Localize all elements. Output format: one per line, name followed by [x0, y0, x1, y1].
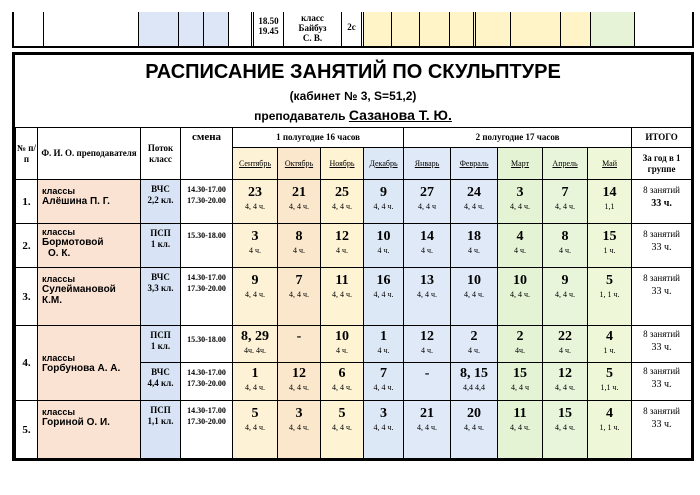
day-cell [321, 326, 364, 363]
total-lessons: 8 занятий [643, 273, 680, 283]
strip-cell [635, 12, 694, 46]
table-row [16, 401, 692, 459]
flow-type: ВЧС [151, 184, 170, 194]
shift-cell [181, 224, 233, 268]
day-hours: 4, 4 ч. [244, 202, 266, 211]
day-cell [278, 224, 321, 268]
day-hours: 4, 4 ч. [555, 383, 576, 392]
strip-cell [591, 12, 635, 46]
day-num: 10 [376, 229, 391, 244]
day-num: 27 [420, 185, 435, 200]
day-hours: 4, 4 ч. [510, 290, 531, 299]
day-hours: 4 ч. [292, 246, 306, 255]
day-hours: 1,1 [604, 202, 615, 211]
total-lessons: 8 занятий [643, 185, 680, 195]
strip-cell [476, 12, 511, 46]
day-num: 6 [338, 366, 346, 381]
day-hours: 4, 4 ч. [331, 383, 353, 392]
day-cell [404, 180, 451, 224]
day-hours: 4, 4 ч. [555, 423, 576, 432]
day-hours: 4 ч. [468, 346, 481, 355]
strip-cell [229, 12, 254, 46]
day-cell [278, 180, 321, 224]
day-cell [404, 326, 451, 363]
flow-class: 3,3 кл. [147, 283, 174, 293]
day-hours: 4 ч. [248, 246, 262, 255]
title-block [15, 55, 691, 127]
day-num: 9 [380, 185, 388, 200]
day-num: 20 [467, 406, 482, 421]
day-hours: 4 ч. [514, 246, 527, 255]
header-shift: смена [181, 128, 233, 180]
day-num: 12 [420, 329, 435, 344]
day-cell [451, 326, 498, 363]
total-cell [632, 363, 692, 401]
day-hours: 4, 4 ч. [331, 423, 353, 432]
day-num: 10 [335, 329, 349, 344]
strip-class [284, 12, 342, 46]
day-num: 21 [292, 185, 306, 200]
day-num: - [424, 366, 430, 381]
teacher-line [15, 107, 691, 123]
flow-class: 1 кл. [150, 341, 171, 351]
day-num: 23 [248, 185, 262, 200]
day-num: 18 [467, 229, 482, 244]
day-num: 15 [558, 406, 573, 421]
day-hours: 1, 1 ч. [599, 423, 620, 432]
teacher-cell [38, 180, 141, 224]
day-cell [233, 401, 278, 459]
strip-cell [139, 12, 179, 46]
day-num: 8 [295, 229, 303, 244]
strip-cell [14, 12, 44, 46]
day-hours: 4, 4 ч [418, 202, 437, 211]
day-cell [404, 268, 451, 326]
day-num: 11 [513, 406, 527, 421]
day-cell [588, 401, 632, 459]
strip-room-text: 2с [347, 22, 356, 32]
day-hours: 1,1 ч. [600, 383, 619, 392]
day-hours: 1, 1 ч. [599, 290, 620, 299]
schedule-table [15, 127, 692, 459]
day-num: 3 [380, 406, 388, 421]
day-num: 5 [606, 273, 614, 288]
day-hours: 4, 4 ч. [417, 290, 438, 299]
day-cell [404, 224, 451, 268]
day-hours: 4 ч. [335, 346, 349, 355]
teacher-fio: Сулеймановой [42, 284, 116, 295]
day-hours: 4, 4 ч. [510, 202, 531, 211]
day-num: 15 [602, 229, 617, 244]
day-num: 12 [558, 366, 573, 381]
row-num: 4. [16, 326, 38, 401]
day-num: 3 [516, 185, 524, 200]
total-hours: 33 ч. [651, 286, 672, 297]
day-hours: 4 ч. [421, 346, 434, 355]
table-row [16, 180, 692, 224]
day-cell [451, 401, 498, 459]
day-hours: 4, 4 ч. [464, 202, 485, 211]
day-cell [543, 363, 588, 401]
day-num: 10 [513, 273, 528, 288]
teacher-fio: Горбунова А. А. [42, 362, 121, 374]
day-cell [451, 363, 498, 401]
header-total-sub: За год в 1 группе [632, 148, 692, 180]
top-strip [12, 12, 694, 48]
day-num: 25 [335, 185, 349, 200]
day-hours: 4ч. 4ч. [243, 346, 267, 355]
header-num: № п/п [16, 128, 38, 180]
header-flow: Поток класс [141, 128, 181, 180]
day-cell [498, 224, 543, 268]
day-hours: 4, 4 ч. [244, 423, 266, 432]
day-cell [543, 326, 588, 363]
month-feb: Февраль [451, 148, 498, 180]
shift-cell [181, 326, 233, 363]
day-cell [233, 326, 278, 363]
class-label: классы [42, 227, 76, 237]
total-lessons: 8 занятий [643, 366, 680, 376]
flow-cell [141, 268, 181, 326]
day-num: 4 [606, 329, 614, 344]
day-num: 9 [251, 273, 259, 288]
shift-time1: 14.30-17.00 [187, 185, 226, 194]
page-subtitle: (кабинет № 3, S=51,2) [289, 89, 417, 103]
month-nov: Ноябрь [321, 148, 364, 180]
strip-cls3: С. В. [302, 33, 323, 43]
day-cell [233, 363, 278, 401]
day-num: 7 [561, 185, 569, 200]
day-cell [278, 401, 321, 459]
day-num: 21 [420, 406, 435, 421]
shift-time2: 17.30-20.00 [187, 379, 226, 388]
day-cell [498, 363, 543, 401]
day-hours: 4, 4 ч. [244, 290, 266, 299]
day-hours: 4, 4 ч. [373, 202, 394, 211]
page-title: РАСПИСАНИЕ ЗАНЯТИЙ ПО СКУЛЬПТУРЕ [145, 61, 561, 83]
strip-cell [420, 12, 450, 46]
month-jan: Январь [404, 148, 451, 180]
flow-class: 1,1 кл. [147, 416, 174, 426]
day-hours: 4, 4 ч. [331, 202, 353, 211]
day-num: 5 [606, 366, 614, 381]
day-cell [588, 268, 632, 326]
day-num: 10 [467, 273, 482, 288]
day-num: 2 [516, 329, 524, 344]
teacher-fio: Алёшина П. Г. [42, 196, 110, 207]
day-cell [364, 224, 404, 268]
teacher-fio-2: О. К. [48, 248, 71, 259]
day-cell [543, 268, 588, 326]
total-hours: 33 ч. [651, 379, 672, 390]
total-hours: 33 ч. [651, 198, 672, 209]
month-dec: Декабрь [364, 148, 404, 180]
day-num: 24 [467, 185, 482, 200]
class-label: классы [42, 407, 76, 417]
day-hours: 4 ч. [468, 246, 481, 255]
total-cell [632, 326, 692, 363]
day-cell [321, 401, 364, 459]
shift-time1: 14.30-17.00 [187, 406, 226, 415]
day-cell [404, 363, 451, 401]
day-cell [364, 180, 404, 224]
day-num: 11 [335, 273, 349, 288]
day-cell [543, 401, 588, 459]
flow-cell [141, 401, 181, 459]
day-num: 5 [251, 406, 259, 421]
day-cell [233, 224, 278, 268]
day-num: 5 [338, 406, 346, 421]
shift-time2: 17.30-20.00 [187, 417, 226, 426]
strip-cell [364, 12, 392, 46]
day-num: 16 [376, 273, 391, 288]
day-hours: 4, 4 ч. [464, 290, 485, 299]
day-hours: 4 ч. [335, 246, 349, 255]
day-num: 1 [380, 329, 388, 344]
strip-cell [450, 12, 476, 46]
day-cell [278, 268, 321, 326]
day-num: 3 [295, 406, 303, 421]
day-num: 3 [251, 229, 259, 244]
flow-class: 2,2 кл. [147, 195, 174, 205]
header-half2: 2 полугодие 17 часов [404, 128, 632, 148]
teacher-cell [38, 224, 141, 268]
day-cell [498, 268, 543, 326]
shift-time1: 14.30-17.00 [187, 368, 226, 377]
strip-cls2: Байбуз [298, 23, 327, 33]
strip-cell [179, 12, 204, 46]
teacher-label: преподаватель [254, 109, 346, 123]
flow-cell [141, 326, 181, 363]
day-cell [364, 363, 404, 401]
flow-cell [141, 180, 181, 224]
day-num: 14 [420, 229, 435, 244]
strip-time [254, 12, 284, 46]
total-lessons: 8 занятий [643, 229, 680, 239]
table-row [16, 224, 692, 268]
month-oct: Октябрь [278, 148, 321, 180]
day-hours: 4, 4 ч. [510, 423, 531, 432]
strip-cell [392, 12, 420, 46]
day-num: 15 [513, 366, 528, 381]
class-label: классы [42, 186, 76, 196]
day-hours: 4, 4 ч. [288, 423, 310, 432]
shift-time2: 17.30-20.00 [187, 196, 226, 205]
flow-type: ВЧС [151, 367, 170, 377]
teacher-name: Сазанова Т. Ю. [348, 107, 452, 123]
day-num: 2 [470, 329, 478, 344]
teacher-fio: Гориной О. И. [42, 417, 110, 428]
shift-time1: 14.30-17.00 [187, 273, 226, 282]
month-sep: Сентябрь [233, 148, 278, 180]
day-cell [543, 224, 588, 268]
day-cell [498, 401, 543, 459]
day-cell [233, 268, 278, 326]
day-hours: 4 ч. [559, 246, 572, 255]
shift-time1: 15.30-18.00 [187, 335, 226, 344]
day-cell [588, 224, 632, 268]
table-row [16, 268, 692, 326]
day-hours: 4, 4 ч. [373, 383, 394, 392]
day-num: 9 [561, 273, 569, 288]
day-cell [364, 268, 404, 326]
day-hours: 1 ч. [603, 346, 616, 355]
day-hours: 4, 4 ч. [417, 423, 438, 432]
shift-time2: 17.30-20.00 [187, 284, 226, 293]
strip-time1: 18.50 [258, 16, 279, 26]
month-apr: Апрель [543, 148, 588, 180]
day-cell [278, 363, 321, 401]
day-cell [588, 180, 632, 224]
month-may: Май [588, 148, 632, 180]
strip-cell [204, 12, 229, 46]
day-num: 12 [292, 366, 306, 381]
total-cell [632, 180, 692, 224]
day-hours: 4, 4 ч. [464, 423, 485, 432]
table-row [16, 326, 692, 363]
day-hours: 4, 4 ч. [244, 383, 266, 392]
total-lessons: 8 занятий [643, 406, 680, 416]
row-num: 5. [16, 401, 38, 459]
day-num: - [296, 329, 302, 344]
header-fio: Ф. И. О. преподавателя [38, 128, 141, 180]
day-hours: 4, 4 ч. [373, 290, 394, 299]
class-label: классы [42, 352, 76, 363]
strip-time2: 19.45 [258, 26, 279, 36]
day-num: 22 [558, 329, 573, 344]
strip-cell [561, 12, 591, 46]
header-row [16, 128, 692, 148]
day-cell [364, 326, 404, 363]
day-num: 13 [420, 273, 435, 288]
total-hours: 33 ч. [651, 242, 672, 253]
flow-cell [141, 224, 181, 268]
day-hours: 4, 4 ч. [555, 290, 576, 299]
day-hours: 4, 4 ч. [373, 423, 394, 432]
day-cell [321, 268, 364, 326]
day-hours: 4,4 4,4 [463, 383, 486, 392]
teacher-fio-2: К.М. [42, 295, 62, 306]
total-hours: 33 ч. [651, 419, 672, 430]
day-num: 8, 15 [460, 366, 489, 381]
day-hours: 4 ч. [559, 346, 572, 355]
month-mar: Март [498, 148, 543, 180]
day-cell [321, 363, 364, 401]
day-cell [588, 363, 632, 401]
shift-cell [181, 180, 233, 224]
day-hours: 4ч. [515, 346, 526, 355]
day-hours: 4, 4 ч. [555, 202, 576, 211]
shift-cell [181, 363, 233, 401]
day-num: 1 [251, 366, 259, 381]
day-hours: 1 ч. [603, 246, 616, 255]
total-hours: 33 ч. [651, 342, 672, 353]
day-hours: 4 ч. [421, 246, 434, 255]
day-num: 4 [516, 229, 524, 244]
day-cell [451, 224, 498, 268]
teacher-cell [38, 326, 141, 401]
day-cell [498, 326, 543, 363]
day-num: 8 [561, 229, 569, 244]
day-hours: 4 ч. [377, 246, 390, 255]
strip-cls1: класс [301, 13, 324, 23]
shift-cell [181, 401, 233, 459]
day-hours: 4, 4 ч. [288, 202, 310, 211]
day-cell [588, 326, 632, 363]
row-num: 2. [16, 224, 38, 268]
day-cell [404, 401, 451, 459]
day-hours: 4, 4 ч. [288, 290, 310, 299]
day-num: 8, 29 [241, 329, 269, 344]
strip-cell [511, 12, 561, 46]
shift-cell [181, 268, 233, 326]
teacher-cell [38, 401, 141, 459]
flow-type: ПСП [150, 405, 171, 415]
teacher-fio: Бормотовой [42, 237, 104, 248]
header-total: ИТОГО [632, 128, 692, 148]
shift-time1: 15.30-18.00 [187, 231, 226, 240]
header-half1: 1 полугодие 16 часов [233, 128, 404, 148]
total-cell [632, 268, 692, 326]
strip-cell [44, 12, 139, 46]
day-cell [321, 224, 364, 268]
day-hours: 4, 4 ч [511, 383, 530, 392]
day-cell [543, 180, 588, 224]
day-num: 4 [606, 406, 614, 421]
day-cell [451, 268, 498, 326]
total-lessons: 8 занятий [643, 329, 680, 339]
total-cell [632, 224, 692, 268]
day-hours: 4, 4 ч. [288, 383, 310, 392]
day-cell [498, 180, 543, 224]
flow-type: ВЧС [151, 272, 170, 282]
day-num: 14 [602, 185, 617, 200]
row-num: 1. [16, 180, 38, 224]
day-cell [451, 180, 498, 224]
day-hours: 4, 4 ч. [331, 290, 353, 299]
day-num: 7 [295, 273, 303, 288]
teacher-cell [38, 268, 141, 326]
total-cell [632, 401, 692, 459]
class-label: классы [42, 274, 76, 284]
flow-class: 1 кл. [150, 239, 171, 249]
day-cell [321, 180, 364, 224]
strip-room [342, 12, 364, 46]
flow-type: ПСП [150, 228, 171, 238]
flow-cell [141, 363, 181, 401]
day-cell [278, 326, 321, 363]
day-hours: 4 ч. [377, 346, 390, 355]
day-cell [233, 180, 278, 224]
row-num: 3. [16, 268, 38, 326]
flow-type: ПСП [150, 330, 171, 340]
day-num: 7 [380, 366, 388, 381]
flow-class: 4,4 кл. [147, 378, 174, 388]
day-num: 12 [335, 229, 349, 244]
day-cell [364, 401, 404, 459]
